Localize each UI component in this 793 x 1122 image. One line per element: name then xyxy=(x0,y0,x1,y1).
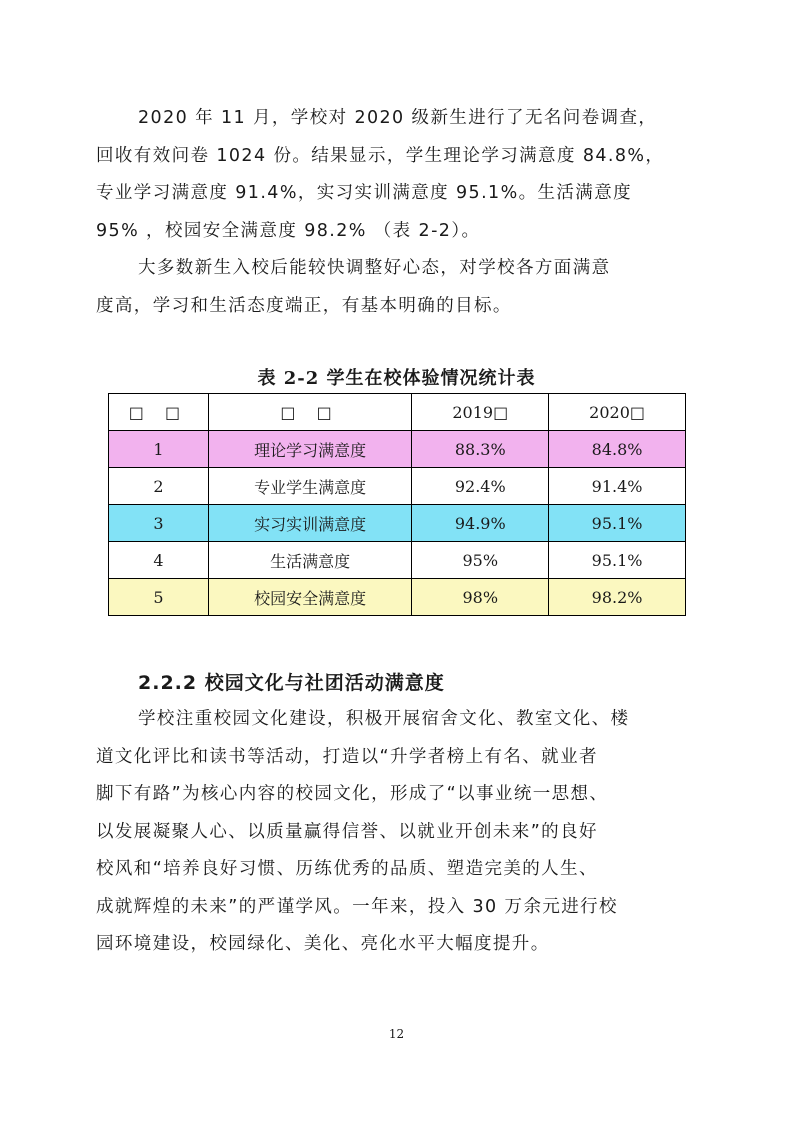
row-2019-value: 92.4% xyxy=(412,468,549,505)
row-number: 2 xyxy=(109,468,209,505)
text-line: 脚下有路”为核心内容的校园文化，形成了“以事业统一思想、 xyxy=(96,784,609,804)
header-cell: 2020□ xyxy=(549,394,686,431)
satisfaction-table xyxy=(108,393,686,616)
intro-paragraph-2 xyxy=(96,250,698,325)
table-row xyxy=(109,542,686,579)
header-cell: □ □ xyxy=(109,394,209,431)
header-cell: 2019□ xyxy=(412,394,549,431)
header-cell: □ □ xyxy=(208,394,412,431)
row-number: 4 xyxy=(109,542,209,579)
text-line: 回收有效问卷 1024 份。结果显示，学生理论学习满意度 84.8%， xyxy=(96,145,665,166)
text-line: 道文化评比和读书等活动，打造以“升学者榜上有名、就业者 xyxy=(96,746,598,767)
row-item: 生活满意度 xyxy=(208,542,412,579)
row-2019-value: 88.3% xyxy=(412,431,549,468)
table-header-row xyxy=(109,394,686,431)
row-2019-value: 94.9% xyxy=(412,505,549,542)
text-line: 度高，学习和生活态度端正，有基本明确的目标。 xyxy=(96,295,512,316)
text-line: 园环境建设，校园绿化、美化、亮化水平大幅度提升。 xyxy=(96,934,550,954)
section-heading: 2.2.2 校园文化与社团活动满意度 xyxy=(138,672,445,694)
table-row xyxy=(109,431,686,468)
table-caption: 表 2-2 学生在校体验情况统计表 xyxy=(257,368,536,389)
text-line: 95% ，校园安全满意度 98.2% （表 2-2）。 xyxy=(96,220,481,241)
page-number: 12 xyxy=(388,1027,405,1041)
row-number: 5 xyxy=(109,579,209,616)
row-2020-value: 91.4% xyxy=(549,468,686,505)
row-item: 实习实训满意度 xyxy=(208,505,412,542)
row-item: 校园安全满意度 xyxy=(208,579,412,616)
text-line: 学校注重校园文化建设，积极开展宿舍文化、教室文化、楼 xyxy=(138,709,630,729)
intro-paragraph-1 xyxy=(96,100,698,250)
row-2020-value: 95.1% xyxy=(549,542,686,579)
row-2020-value: 98.2% xyxy=(549,579,686,616)
text-line: 以发展凝聚人心、以质量赢得信誉、以就业开创未来”的良好 xyxy=(96,821,598,842)
row-2019-value: 98% xyxy=(412,579,549,616)
row-2019-value: 95% xyxy=(412,542,549,579)
text-line: 大多数新生入校后能较快调整好心态，对学校各方面满意 xyxy=(138,258,611,278)
table-row xyxy=(109,468,686,505)
text-line: 2020 年 11 月，学校对 2020 级新生进行了无名问卷调查， xyxy=(138,108,658,128)
row-item: 专业学生满意度 xyxy=(208,468,412,505)
row-2020-value: 95.1% xyxy=(549,505,686,542)
row-item: 理论学习满意度 xyxy=(208,431,412,468)
table-row xyxy=(109,505,686,542)
row-number: 3 xyxy=(109,505,209,542)
text-line: 成就辉煌的未来”的严谨学风。一年来，投入 30 万余元进行校 xyxy=(96,896,618,917)
section-paragraph xyxy=(96,701,698,964)
row-number: 1 xyxy=(109,431,209,468)
text-line: 校风和“培养良好习惯、历练优秀的品质、塑造完美的人生、 xyxy=(96,859,598,879)
table-row xyxy=(109,579,686,616)
text-line: 专业学习满意度 91.4%，实习实训满意度 95.1%。生活满意度 xyxy=(96,183,633,203)
row-2020-value: 84.8% xyxy=(549,431,686,468)
